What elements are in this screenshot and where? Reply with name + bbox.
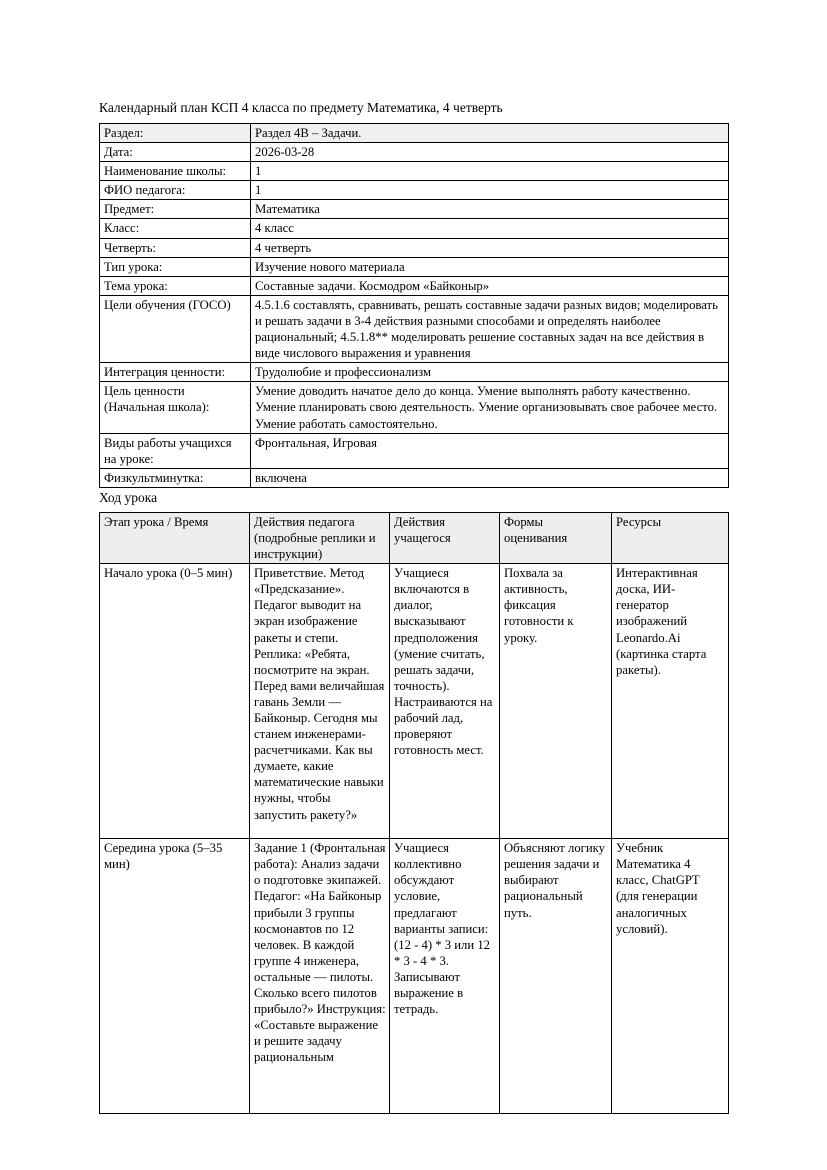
info-value: Фронтальная, Игровая [251, 433, 729, 468]
info-value: Составные задачи. Космодром «Байконыр» [251, 276, 729, 295]
table-row [100, 181, 729, 200]
cell-stage: Начало урока (0–5 мин) [100, 564, 250, 839]
cell-stage: Середина урока (5–35 мин) [100, 839, 250, 1114]
lesson-flow-body [100, 564, 729, 1114]
lesson-flow-table [99, 512, 729, 1114]
info-label: Класс: [100, 219, 251, 238]
info-label: Дата: [100, 143, 251, 162]
info-value: Трудолюбие и профессионализм [251, 363, 729, 382]
info-label: Четверть: [100, 238, 251, 257]
table-row [100, 564, 729, 839]
cell-resources: Интерактивная доска, ИИ-генератор изображений Leonardo.Ai (картинка старта ракеты). [612, 564, 729, 839]
table-row [100, 295, 729, 362]
table-row [100, 219, 729, 238]
table-row [100, 468, 729, 487]
cell-assessment: Похвала за активность, фиксация готовности к уроку. [500, 564, 612, 839]
cell-resources: Учебник Математика 4 класс, ChatGPT (для генерации аналогичных условий). [612, 839, 729, 1114]
info-label: Предмет: [100, 200, 251, 219]
document-content [99, 99, 728, 1114]
info-label: Цели обучения (ГОСО) [100, 295, 251, 362]
info-value: Умение доводить начатое дело до конца. Умение выполнять работу качественно. Умение планировать свою деятельность. Умение организовывать свое рабочее место. Умение работать самостоятельно. [251, 382, 729, 433]
info-value: Раздел 4В – Задачи. [251, 124, 729, 143]
column-header-assessment: Формы оценивания [500, 512, 612, 563]
column-header-stage: Этап урока / Время [100, 512, 250, 563]
table-row [100, 162, 729, 181]
table-row [100, 143, 729, 162]
section-caption-lesson-flow: Ход урока [99, 489, 158, 505]
table-row [100, 124, 729, 143]
lesson-info-body [100, 124, 729, 488]
info-value: 1 [251, 181, 729, 200]
info-value: 4 класс [251, 219, 729, 238]
info-value: Изучение нового материала [251, 257, 729, 276]
info-label: Наименование школы: [100, 162, 251, 181]
table-row [100, 238, 729, 257]
info-value: 1 [251, 162, 729, 181]
lesson-flow-header [100, 512, 729, 563]
cell-assessment: Объясняют логику решения задачи и выбирают рациональный путь. [500, 839, 612, 1114]
info-label: Тема урока: [100, 276, 251, 295]
table-row [100, 382, 729, 433]
info-label: Тип урока: [100, 257, 251, 276]
cell-teacher-actions: Приветствие. Метод «Предсказание». Педагог выводит на экран изображение ракеты и степи. Реплика: «Ребята, посмотрите на экран. Перед вами величайшая гавань Земли — Байконыр. Сегодня мы станем инженерами-расчетчиками. Как вы думаете, какие математические навыки нужны, чтобы запустить ракету?» [250, 564, 390, 839]
page-title: Календарный план КСП 4 класса по предмету Математика, 4 четверть [99, 100, 503, 115]
cell-student-actions: Учащиеся включаются в диалог, высказывают предположения (умение считать, решать задачи, точность). Настраиваются на рабочий лад, проверяют готовность мест. [390, 564, 500, 839]
info-label: ФИО педагога: [100, 181, 251, 200]
info-label: Интеграция ценности: [100, 363, 251, 382]
info-label: Физкультминутка: [100, 468, 251, 487]
info-value: Математика [251, 200, 729, 219]
table-header-row [100, 512, 729, 563]
cell-teacher-actions: Задание 1 (Фронтальная работа): Анализ задачи о подготовке экипажей. Педагог: «На Байконыр прибыли 3 группы космонавтов по 12 человек. В каждой группе 4 инженера, остальные — пилоты. Сколько всего пилотов прибыло?» Инструкция: «Составьте выражение и решите задачу рациональным [250, 839, 390, 1114]
info-value: 2026-03-28 [251, 143, 729, 162]
lesson-info-table [99, 123, 729, 488]
column-header-student-actions: Действия учащегося [390, 512, 500, 563]
column-header-teacher-actions: Действия педагога (подробные реплики и инструкции) [250, 512, 390, 563]
cell-student-actions: Учащиеся коллективно обсуждают условие, предлагают варианты записи: (12 - 4) * 3 или 12 * 3 - 4 * 3. Записывают выражение в тетрадь. [390, 839, 500, 1114]
table-row [100, 257, 729, 276]
info-label: Раздел: [100, 124, 251, 143]
table-row [100, 200, 729, 219]
table-row [100, 363, 729, 382]
column-header-resources: Ресурсы [612, 512, 729, 563]
table-row [100, 839, 729, 1114]
info-value: 4 четверть [251, 238, 729, 257]
info-value: 4.5.1.6 составлять, сравнивать, решать составные задачи разных видов; моделировать и решать задачи в 3-4 действия разными способами и определять наиболее рациональный; 4.5.1.8** моделировать решение составных задач на все действия в виде числового выражения и уравнения [251, 295, 729, 362]
info-label: Виды работы учащихся на уроке: [100, 433, 251, 468]
table-row [100, 276, 729, 295]
info-value: включена [251, 468, 729, 487]
table-row [100, 433, 729, 468]
info-label: Цель ценности (Начальная школа): [100, 382, 251, 433]
